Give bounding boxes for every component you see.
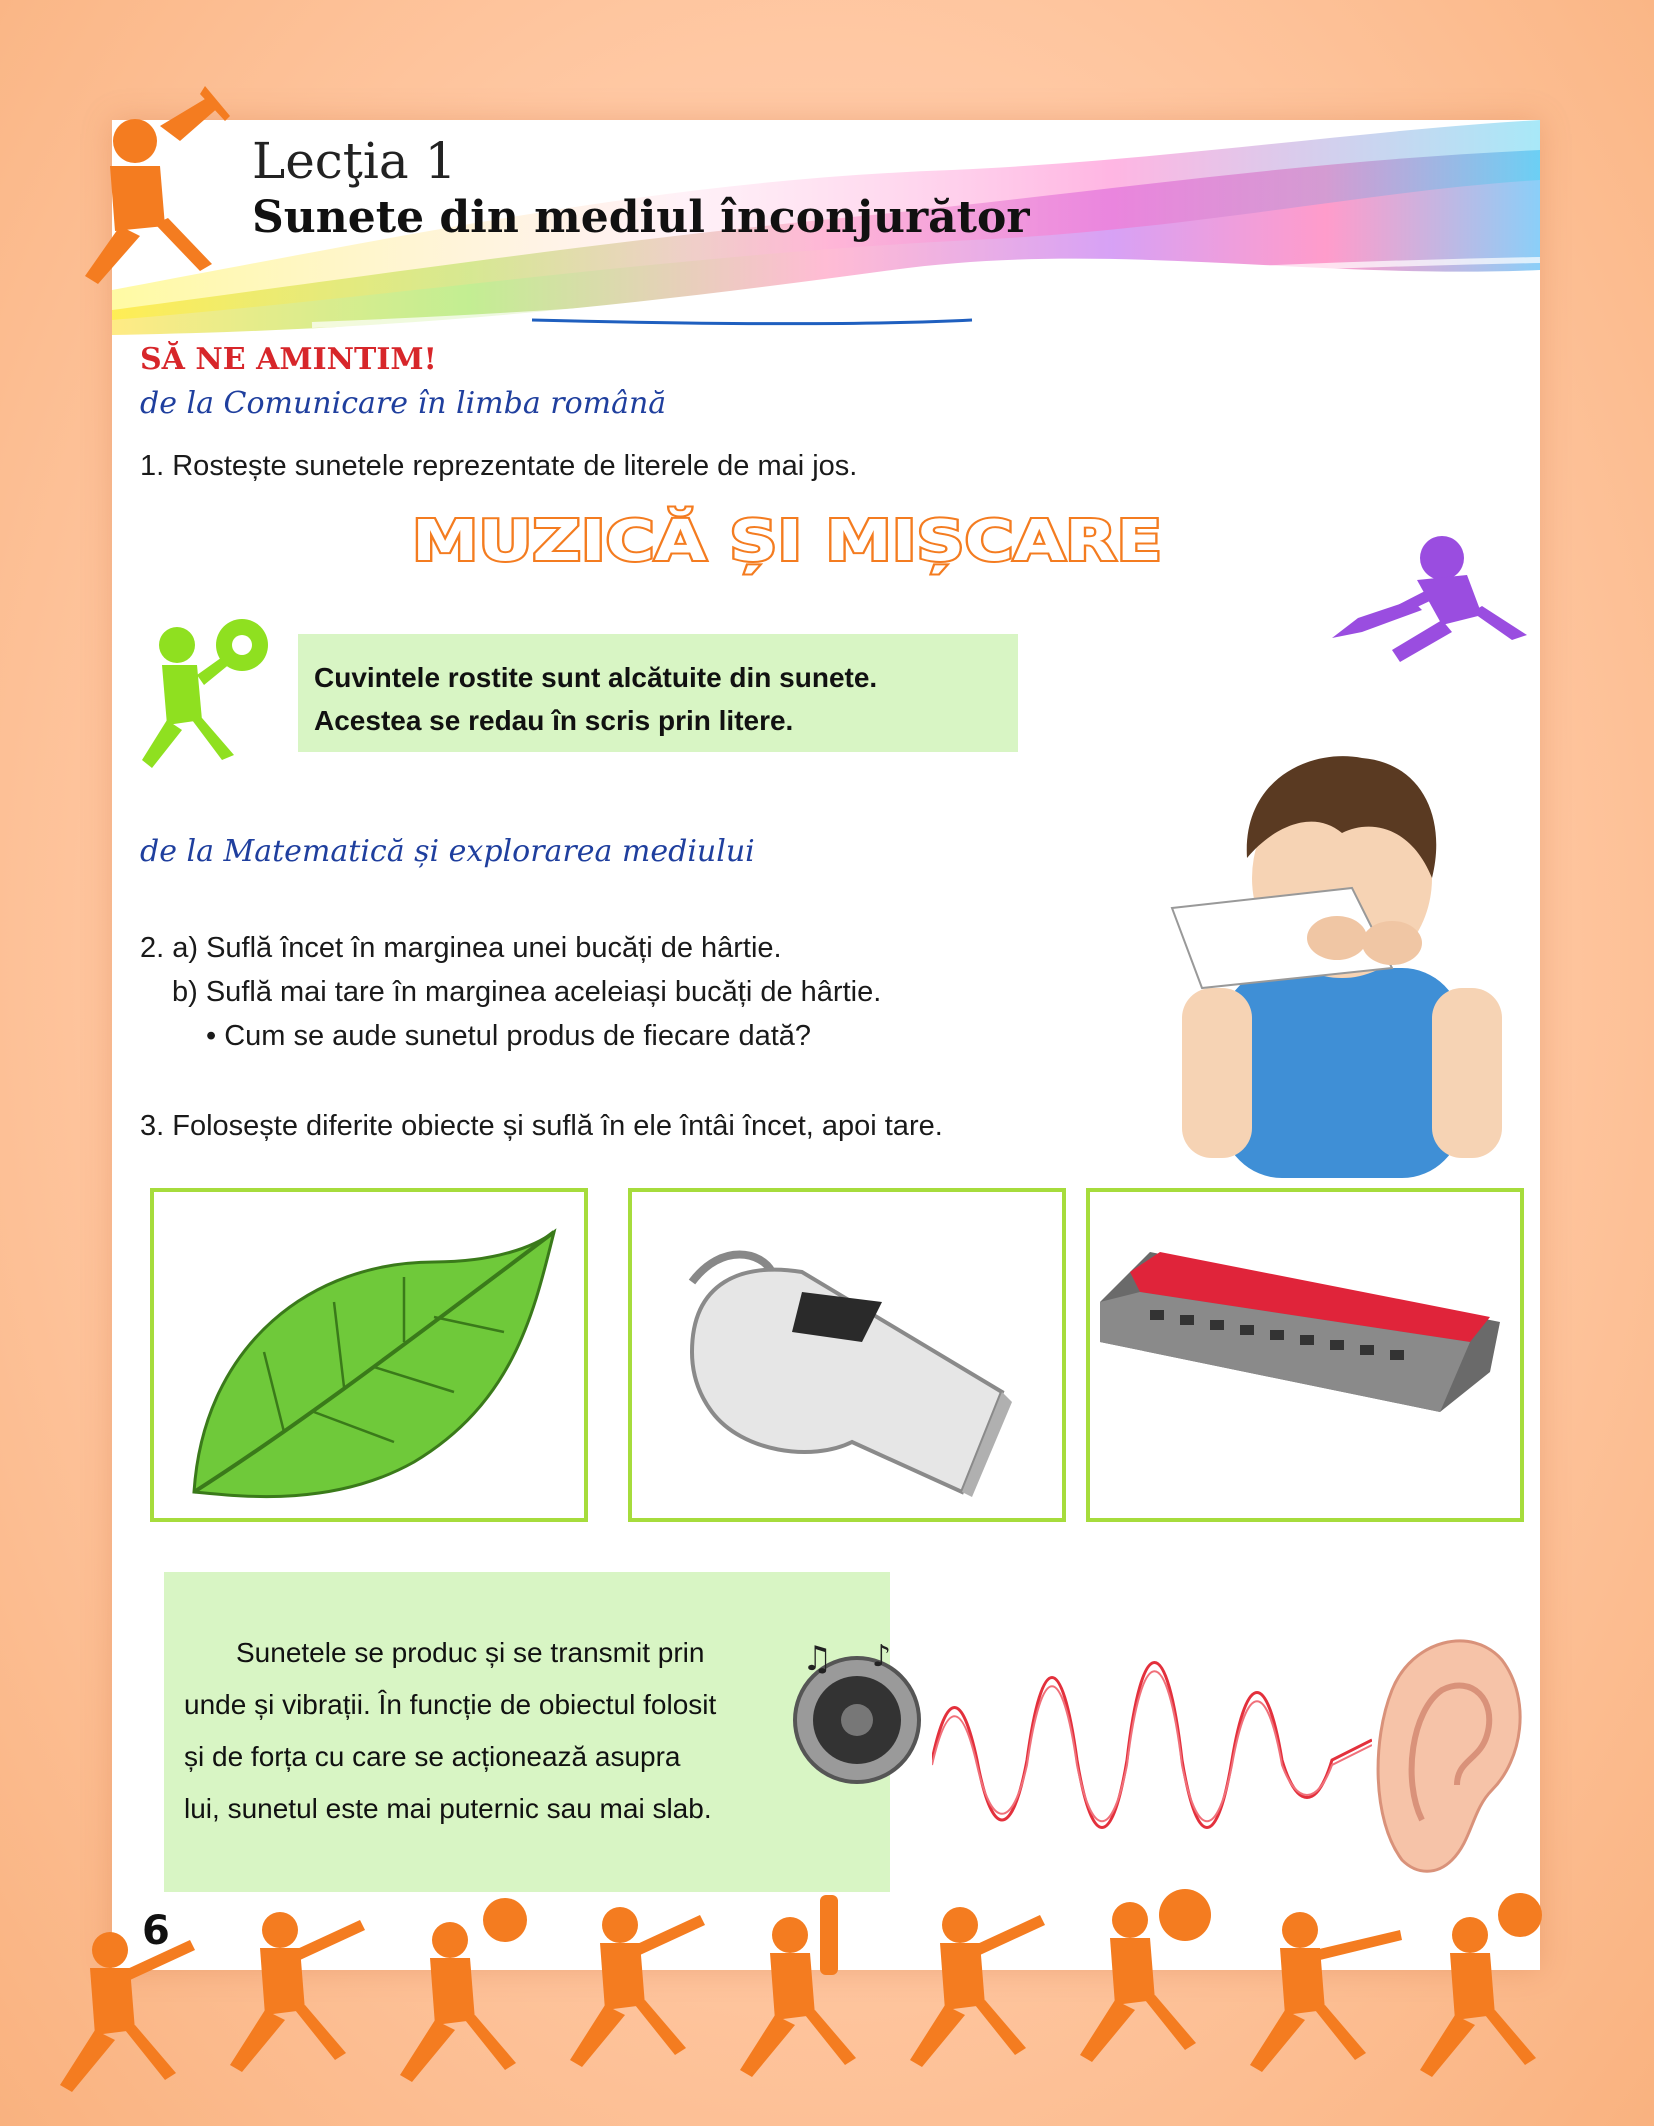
band-member-silhouette-icon <box>1080 1889 1211 2062</box>
task-3: 3. Folosește diferite obiecte și suflă în ele întâi încet, apoi tare. <box>140 1110 943 1142</box>
cymbal-player-silhouette-icon <box>122 610 292 780</box>
info-line: Acestea se redau în scris prin litere. <box>314 705 794 736</box>
textbook-page <box>112 120 1540 1970</box>
task-2c: • Cum se aude sunetul produs de fiecare dată? <box>206 1020 812 1052</box>
lesson-title: Sunete din mediul înconjurător <box>252 192 1030 243</box>
conclusion-line: unde și vibrații. În funcție de obiectul folosit <box>184 1689 717 1720</box>
music-note-icon: ♫ <box>802 1640 833 1679</box>
word-art-title <box>412 500 1192 580</box>
band-member-silhouette-icon <box>60 1932 195 2092</box>
task-2b: b) Suflă mai tare în marginea aceleiași bucăți de hârtie. <box>172 976 882 1008</box>
word-art-text: MUZICĂ ȘI MIȘCARE <box>412 509 1042 574</box>
subject-label-romanian: de la Comunicare în limba română <box>140 386 667 421</box>
band-member-silhouette-icon <box>230 1912 365 2072</box>
music-note-icon: ♪ <box>872 1640 892 1674</box>
task-2a: 2. a) Suflă încet în marginea unei bucăți de hârtie. <box>140 932 782 964</box>
info-box-sounds <box>298 634 1018 752</box>
ear-icon <box>1362 1620 1532 1880</box>
leaf-icon <box>154 1192 584 1518</box>
task-1: 1. Rostește sunetele reprezentate de literele de mai jos. <box>140 450 858 482</box>
lesson-number: Lecţia 1 <box>252 132 457 190</box>
info-line: Cuvintele rostite sunt alcătuite din sunete. <box>314 662 878 693</box>
whistle-icon <box>632 1192 1062 1518</box>
boy-blowing-paper-illustration <box>1162 738 1540 1178</box>
band-member-silhouette-icon <box>1250 1912 1402 2072</box>
band-member-silhouette-icon <box>1420 1893 1542 2077</box>
conclusion-paragraph <box>184 1627 868 1679</box>
band-member-silhouette-icon <box>910 1907 1045 2067</box>
band-member-silhouette-icon <box>740 1895 856 2077</box>
sound-wave-illustration <box>932 1610 1372 1860</box>
band-member-silhouette-icon <box>400 1898 527 2082</box>
harmonica-frame <box>1086 1188 1524 1522</box>
speaker-icon <box>782 1640 932 1790</box>
band-member-silhouette-icon <box>570 1907 705 2067</box>
trumpet-player-silhouette-icon <box>80 86 230 286</box>
conclusion-line: Sunetele se produc și se transmit prin <box>236 1637 705 1668</box>
conclusion-line: și de forța cu care se acționează asupra <box>184 1741 681 1772</box>
page-number: 6 <box>142 1908 170 1954</box>
whistle-frame <box>628 1188 1066 1522</box>
trumpeter-silhouette-icon <box>1332 520 1532 670</box>
marching-band-silhouettes <box>0 1870 1654 2126</box>
harmonica-icon <box>1090 1192 1520 1518</box>
leaf-frame <box>150 1188 588 1522</box>
conclusion-line: lui, sunetul este mai puternic sau mai slab. <box>184 1793 712 1824</box>
section-title: SĂ NE AMINTIM! <box>140 342 437 377</box>
subject-label-math: de la Matematică și explorarea mediului <box>140 834 755 869</box>
